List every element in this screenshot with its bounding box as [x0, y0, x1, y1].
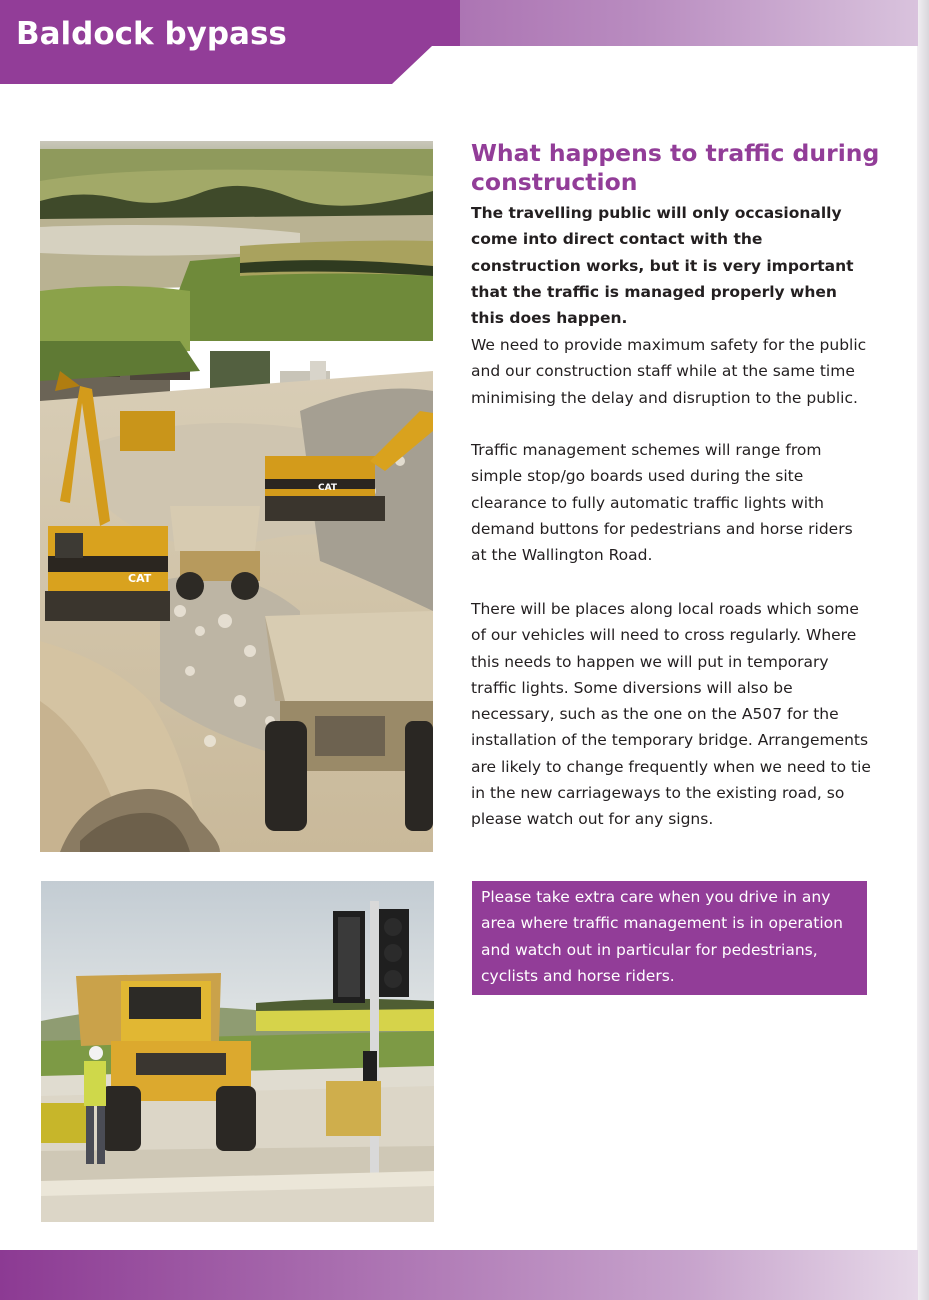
- construction-site-illustration: [40, 141, 433, 852]
- lead-paragraph: The travelling public will only occasionally come into direct contact with the construction works, but it is very important that the traffic is managed properly when this does happen.: [471, 204, 854, 328]
- body-paragraph-safety: We need to provide maximum safety for the public and our construction staff while at the same time minimising the delay and disruption to the public.: [471, 336, 867, 407]
- body-paragraph-diversions: There will be places along local roads which some of our vehicles will need to cross regularly. Where this needs to happen we will put in temporary traffic lights. Some diversions will also be necessary, such as the one on the A507 for the installation of the temporary bridge. Arrangements are likely to change frequently when we need to tie in the new carriageways to the existing road, so please watch out for any signs.: [471, 600, 871, 829]
- footer-band: [0, 1250, 918, 1300]
- safety-callout-box: [472, 881, 867, 995]
- page-title: Baldock bypass: [16, 16, 287, 52]
- body-paragraph-traffic-schemes: Traffic management schemes will range from simple stop/go boards used during the site clearance to fully automatic traffic lights with demand buttons for pedestrians and horse riders at the Wallington Road.: [471, 441, 853, 565]
- vehicle-brand-label-2: CAT: [318, 483, 338, 493]
- construction-site-photo: [40, 141, 433, 852]
- bulldozer: [120, 411, 175, 451]
- roller-vehicle: [326, 1081, 381, 1136]
- page-edge: [917, 0, 929, 1300]
- traffic-lights-photo: [41, 881, 434, 1222]
- traffic-lights-illustration: [41, 881, 434, 1222]
- safety-callout-text: Please take extra care when you drive in any area where traffic management is in operation and watch out in particular for pedestrians, cyclists and horse riders.: [481, 888, 843, 985]
- vehicle-brand-label: CAT: [128, 572, 152, 585]
- section-heading: What happens to traffic during construction: [471, 139, 880, 196]
